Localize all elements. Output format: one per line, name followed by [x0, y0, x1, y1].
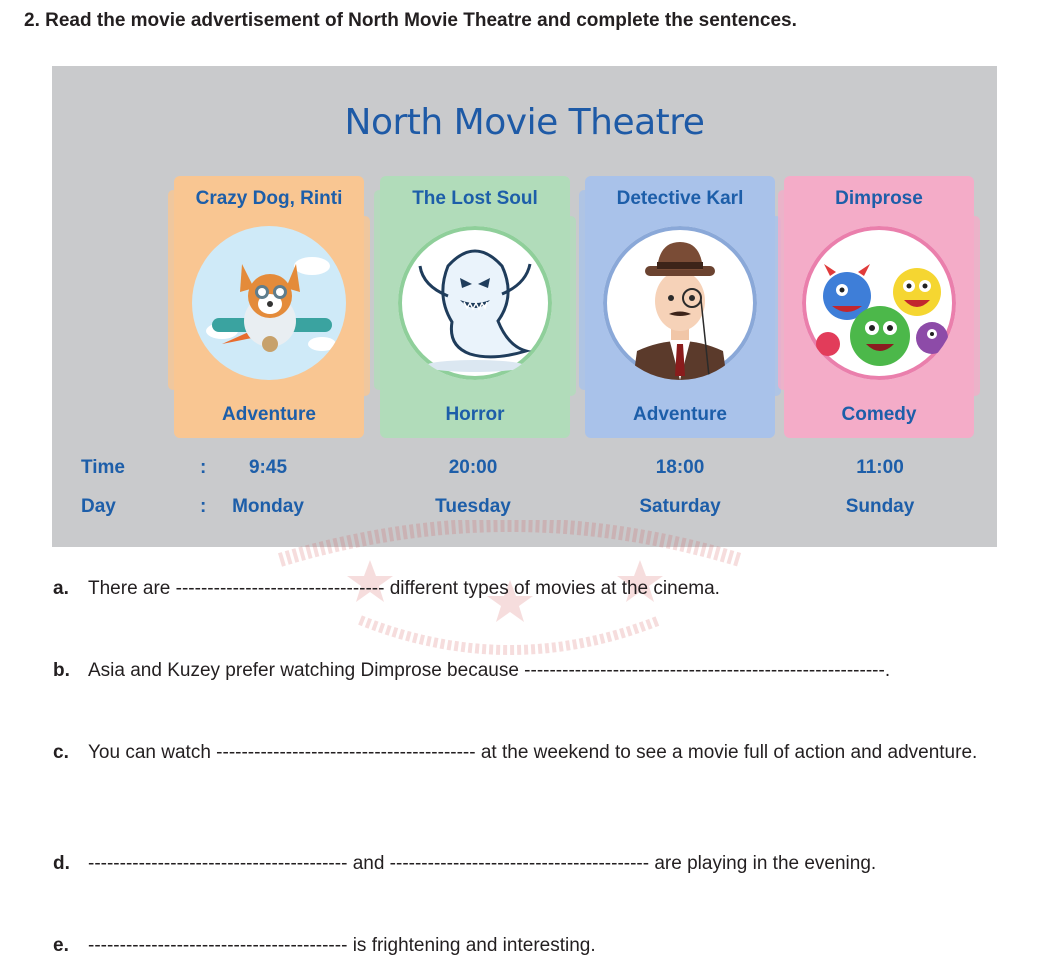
movie-title: Detective Karl [616, 188, 744, 209]
ghost-icon [398, 226, 552, 380]
detective-icon [603, 226, 757, 380]
movie-title: Dimprose [835, 188, 923, 209]
showtime-cell: 11:00 [856, 457, 904, 478]
sentence-text: ----------------------------------------- and ----------------------------------------- are playing in the evening. [88, 853, 877, 874]
movie-card-crazy-dog [174, 176, 364, 438]
question-instruction [24, 10, 797, 32]
showday-cell: Sunday [845, 496, 915, 517]
movie-card-detective-karl [585, 176, 775, 438]
sentence-text: There are --------------------------------- different types of movies at the cinema. [88, 578, 720, 599]
showtime-cell: 9:45 [248, 457, 288, 478]
sentence-letter: e. [53, 935, 69, 956]
sentence-text: ----------------------------------------- is frightening and interesting. [88, 935, 596, 956]
showday-cell: Monday [232, 496, 304, 517]
question-text: Read the movie advertisement of North Movie Theatre and complete the sentences. [45, 10, 797, 31]
showtime-cell: 18:00 [655, 457, 705, 478]
movie-genre: Adventure [222, 404, 316, 425]
sentence-text: You can watch ----------------------------------------- at the weekend to see a movie full of action and adventure. [88, 742, 978, 763]
dog-pilot-icon [192, 226, 346, 380]
movie-title: The Lost Soul [412, 188, 538, 209]
sentence-letter: d. [53, 853, 70, 874]
movie-advertisement [52, 66, 997, 547]
showday-cell: Tuesday [435, 496, 511, 517]
time-label: Time [81, 457, 126, 478]
showtime-cell: 20:00 [448, 457, 498, 478]
sentence-letter: a. [53, 578, 69, 599]
showday-cell: Saturday [639, 496, 721, 517]
monsters-icon [802, 226, 956, 380]
day-label: Day [81, 496, 116, 517]
movie-card-lost-soul [380, 176, 570, 438]
movie-genre: Adventure [633, 404, 727, 425]
day-colon: : [200, 496, 207, 517]
question-number: 2. [24, 10, 40, 31]
movie-card-dimprose [784, 176, 974, 438]
sentence-text: Asia and Kuzey prefer watching Dimprose because ---------------------------------------------------------. [88, 660, 891, 681]
ad-title: North Movie Theatre [344, 102, 705, 143]
movie-genre: Horror [445, 404, 505, 425]
sentence-letter: c. [53, 742, 69, 763]
movie-title: Crazy Dog, Rinti [195, 188, 343, 209]
sentence-letter: b. [53, 660, 70, 681]
time-colon: : [200, 457, 207, 478]
movie-genre: Comedy [841, 404, 917, 425]
